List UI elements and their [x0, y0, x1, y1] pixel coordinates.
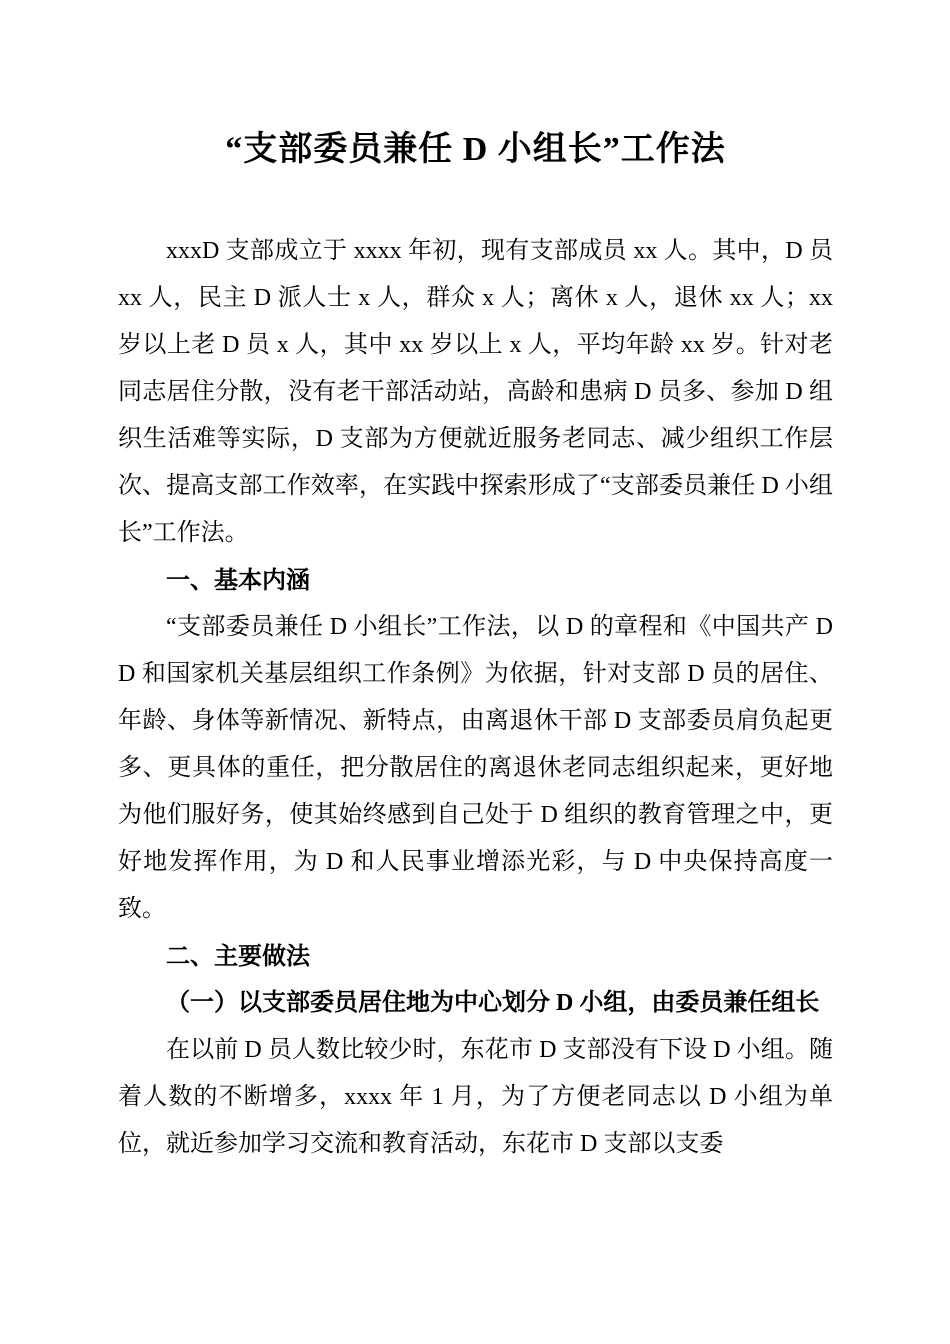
- section-heading-1: 一、基本内涵: [166, 567, 310, 594]
- paragraph-section-1-body: “支部委员兼任 D 小组长”工作法，以 D 的章程和《中国共产 DD 和国家机关基层组织工作条例》为依据，针对支部 D 员的居住、年龄、身体等新情况、新特点，由离退休干部 D 支部委员肩负起更多、更具体的重任，把分散居住的离退休老同志组织起来，更好地为他们服好务，使其始终感到自己处于 D 组织的教育管理之中，更好地发挥作用，为 D 和人民事业增添光彩，与 D 中央保持高度一致。: [118, 614, 833, 922]
- subsection-heading-1: （一）以支部委员居住地为中心划分 D 小组，由委员兼任组长: [166, 990, 820, 1016]
- document-title: “支部委员兼任 D 小组长”工作法: [225, 131, 726, 168]
- paragraph-subsection-1-body: 在以前 D 员人数比较少时，东花市 D 支部没有下设 D 小组。随着人数的不断增多，xxxx 年 1 月，为了方便老同志以 D 小组为单位，就近参加学习交流和教育活动，东花市 D 支部以支委: [118, 1037, 833, 1157]
- paragraph-intro: xxxD 支部成立于 xxxx 年初，现有支部成员 xx 人。其中，D 员 xx 人，民主 D 派人士 x 人，群众 x 人；离休 x 人，退休 xx 人；xx 岁以上老 D 员 x 人，其中 xx 岁以上 x 人，平均年龄 xx 岁。针对老同志居住分散，没有老干部活动站，高龄和患病 D 员多、参加 D 组织生活难等实际，D 支部为方便就近服务老同志、减少组织工作层次、提高支部工作效率，在实践中探索形成了“支部委员兼任 D 小组长”工作法。: [118, 238, 833, 546]
- section-heading-2: 二、主要做法: [166, 943, 310, 970]
